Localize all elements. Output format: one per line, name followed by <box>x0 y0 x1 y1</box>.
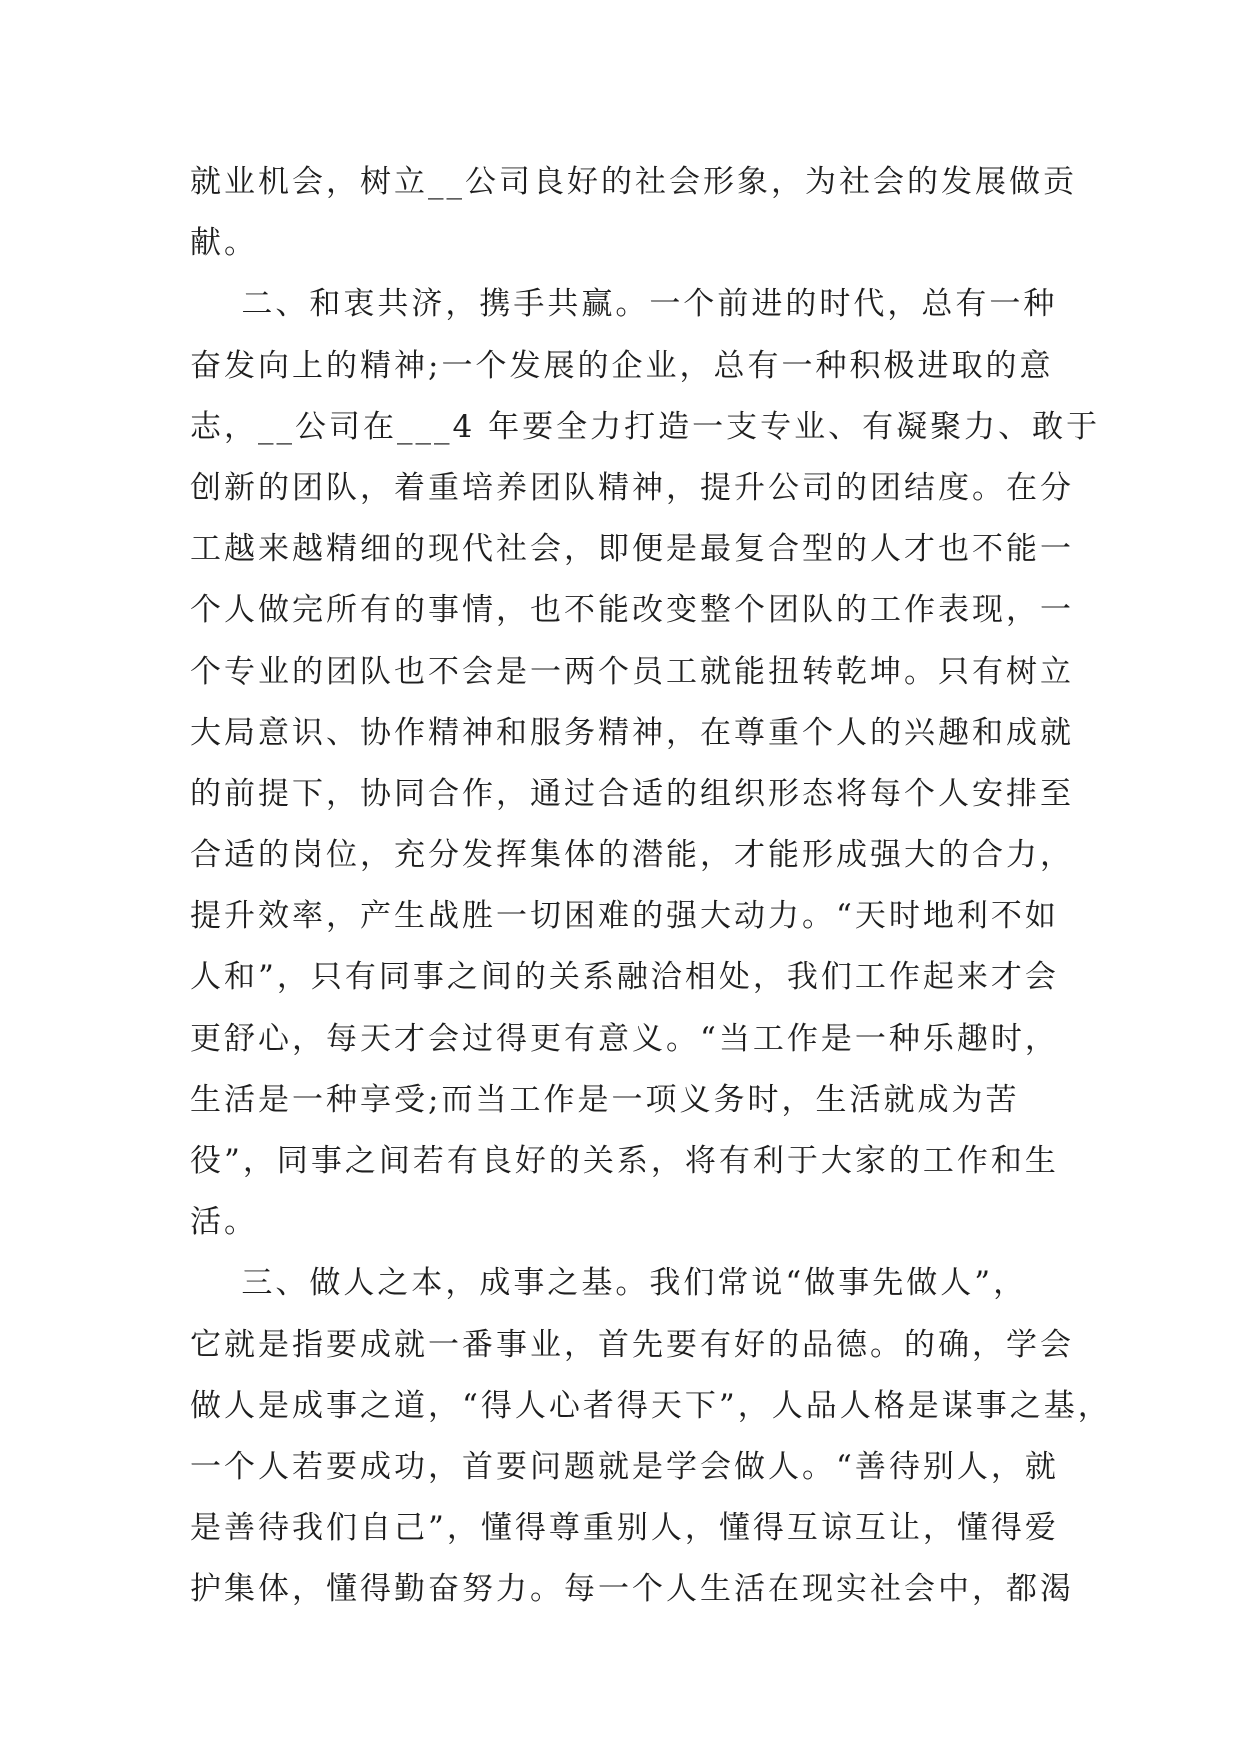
text-line: 创新的团队，着重培养团队精神，提升公司的团结度。在分 <box>190 469 1074 506</box>
text-line: 提升效率，产生战胜一切困难的强大动力。“天时地利不如 <box>190 898 1059 935</box>
text-line: 一个人若要成功，首要问题就是学会做人。“善待别人，就 <box>190 1448 1059 1485</box>
text-line: 就业机会，树立__公司良好的社会形象，为社会的发展做贡 <box>190 164 1077 200</box>
text-line: 护集体，懂得勤奋努力。每一个人生活在现实社会中，都渴 <box>190 1571 1074 1608</box>
text-line: 工越来越精细的现代社会，即便是最复合型的人才也不能一 <box>190 531 1074 568</box>
text-line: 人和”，只有同事之间的关系融洽相处，我们工作起来才会 <box>190 959 1059 996</box>
text-line: 做人是成事之道，“得人心者得天下”，人品人格是谋事之基， <box>190 1387 1112 1424</box>
text-line: 个人做完所有的事情，也不能改变整个团队的工作表现，一 <box>190 592 1074 629</box>
text-line: 志，__公司在___4 年要全力打造一支专业、有凝聚力、敢于 <box>190 408 1101 445</box>
text-line: 合适的岗位，充分发挥集体的潜能，才能形成强大的合力， <box>190 837 1074 874</box>
text-line: 三、做人之本，成事之基。我们常说“做事先做人”， <box>190 1265 1028 1302</box>
text-line: 役”，同事之间若有良好的关系，将有利于大家的工作和生 <box>190 1143 1059 1179</box>
text-line: 它就是指要成就一番事业，首先要有好的品德。的确，学会 <box>190 1326 1074 1363</box>
body-text <box>190 152 1112 1621</box>
text-line: 是善待我们自己”，懂得尊重别人，懂得互谅互让，懂得爱 <box>190 1510 1059 1547</box>
text-line: 个专业的团队也不会是一两个员工就能扭转乾坤。只有树立 <box>190 653 1074 690</box>
text-line: 的前提下，协同合作，通过合适的组织形态将每个人安排至 <box>190 775 1074 812</box>
text-line: 更舒心，每天才会过得更有意义。“当工作是一种乐趣时， <box>190 1020 1059 1057</box>
text-line: 大局意识、协作精神和服务精神，在尊重个人的兴趣和成就 <box>190 714 1074 751</box>
text-line: 二、和衷共济，携手共赢。一个前进的时代，总有一种 <box>190 286 1058 323</box>
text-line: 献。 <box>190 225 258 262</box>
text-line: 活。 <box>190 1204 258 1241</box>
text-line: 生活是一种享受;而当工作是一项义务时，生活就成为苦 <box>190 1081 1020 1118</box>
text-line: 奋发向上的精神;一个发展的企业，总有一种积极进取的意 <box>190 347 1054 384</box>
